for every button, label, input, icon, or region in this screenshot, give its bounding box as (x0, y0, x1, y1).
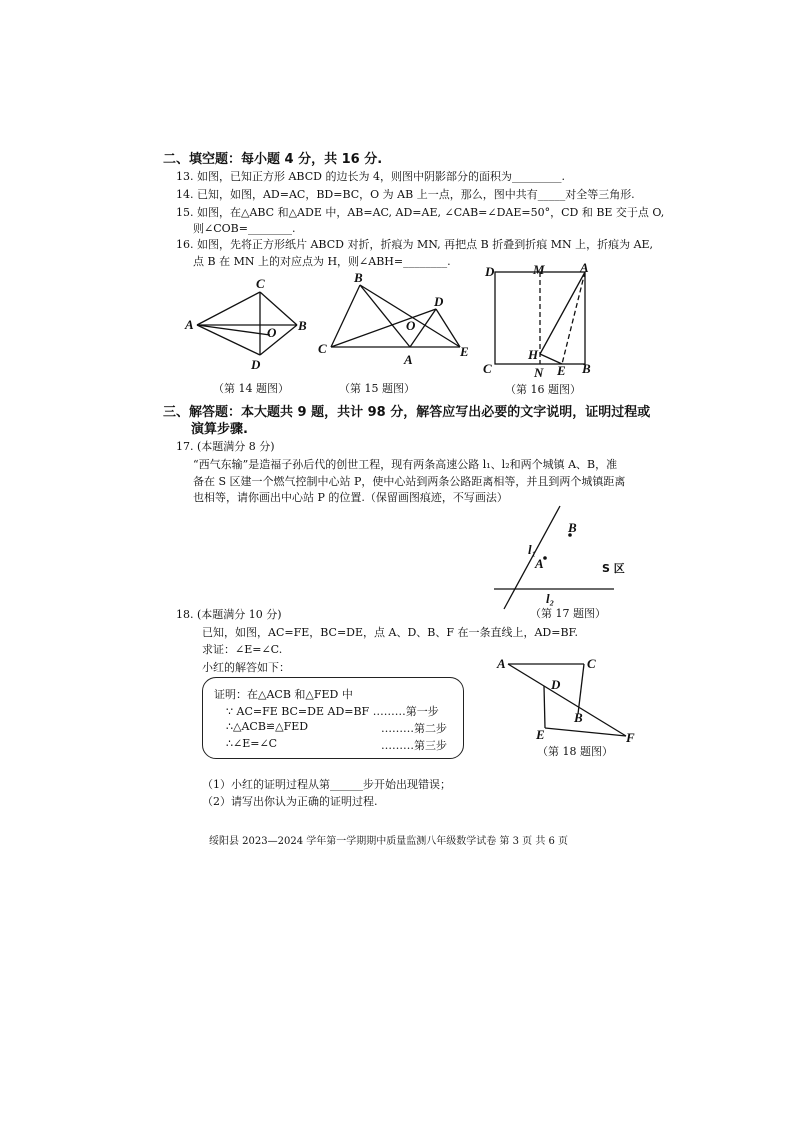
question-17-line3: 也相等，请你画出中心站 P 的位置.（保留画图痕迹，不写画法） (193, 491, 508, 504)
fig17-label-l1: l₁ (528, 542, 537, 557)
fig17-label-a: A (535, 556, 544, 571)
question-18-intro: 小红的解答如下： (202, 661, 290, 674)
fig18-label-f: F (626, 730, 635, 745)
question-13: 13. 如图，已知正方形 ABCD 的边长为 4，则图中阴影部分的面积为_________. (176, 170, 565, 183)
section3-title-line2: 演算步骤. (191, 422, 248, 437)
fig14-label-o: O (267, 325, 277, 340)
question-18-prove: 求证：∠E=∠C. (202, 643, 283, 656)
question-14: 14. 已知，如图，AD=AC，BD=BC，O 为 AB 上一点，那么，图中共有_____对全等三角形. (176, 188, 635, 201)
fig17-caption: （第 17 题图） (530, 607, 606, 620)
question-16-line2: 点 B 在 MN 上的对应点为 H，则∠ABH=________. (193, 255, 451, 268)
fig15-label-o: O (406, 318, 416, 333)
fig18-label-c: C (587, 656, 596, 671)
section2-title: 二、填空题：每小题 4 分，共 16 分. (163, 152, 383, 167)
figure-15 (318, 272, 478, 372)
question-18-sub2: （2）请写出你认为正确的证明过程. (202, 795, 378, 808)
fig18-label-a: A (497, 656, 506, 671)
fig17-label-s: S 区 (602, 562, 625, 575)
fig16-label-c: C (483, 361, 492, 376)
question-17-header: 17. (本题满分 8 分) (176, 440, 275, 453)
section3-title-line1: 三、解答题：本大题共 9 题，共计 98 分，解答应写出必要的文字说明，证明过程或 (163, 405, 651, 420)
fig16-label-a: A (580, 260, 589, 275)
proof-line3-step: ………第二步 (381, 722, 447, 735)
question-17-line2: 备在 S 区建一个燃气控制中心站 P，使中心站到两条公路距离相等，并且到两个城镇距离 (193, 475, 626, 488)
proof-line3: ∴△ACB≌△FED (226, 720, 309, 733)
fig15-label-d: D (434, 294, 444, 309)
proof-line4: ∴∠E=∠C (226, 737, 278, 750)
fig16-label-d: D (485, 264, 495, 279)
proof-line4-step: ………第三步 (381, 739, 447, 752)
proof-line1: 证明：在△ACB 和△FED 中 (214, 688, 353, 701)
question-18-given: 已知，如图，AC=FE，BC=DE，点 A、D、B、F 在一条直线上，AD=BF. (202, 626, 578, 639)
question-15-line1: 15. 如图，在△ABC 和△ADE 中，AB=AC, AD=AE, ∠CAB=∠DAE=50°，CD 和 BE 交于点 O, (176, 206, 665, 219)
fig17-label-l2: l₂ (546, 591, 555, 606)
fig16-label-h: H (528, 347, 539, 362)
fig16-label-e: E (557, 363, 566, 378)
fig14-label-c: C (256, 276, 265, 291)
fig15-label-b: B (354, 270, 363, 285)
fig15-label-e: E (460, 344, 469, 359)
fig15-label-c: C (318, 341, 327, 356)
fig14-label-b: B (298, 318, 307, 333)
fig16-label-n: N (534, 365, 544, 380)
question-15-line2: 则∠COB=________. (193, 222, 296, 235)
page-footer: 绥阳县 2023—2024 学年第一学期期中质量监测八年级数学试卷 第 3 页 共 6 页 (209, 836, 569, 847)
question-16-line1: 16. 如图，先将正方形纸片 ABCD 对折，折痕为 MN, 再把点 B 折叠到折痕 MN 上，折痕为 AE, (176, 238, 654, 251)
fig14-label-d: D (251, 357, 261, 372)
question-18-sub1: （1）小红的证明过程从第______步开始出现错误； (202, 778, 451, 791)
fig18-label-b: B (574, 710, 583, 725)
fig18-label-d: D (551, 677, 561, 692)
fig14-label-a: A (185, 317, 194, 332)
proof-line2: ∵ AC=FE BC=DE AD=BF ………第一步 (226, 705, 439, 718)
fig15-label-a: A (404, 352, 413, 367)
fig14-caption: （第 14 题图） (213, 382, 289, 395)
figure-18 (496, 652, 641, 745)
fig18-caption: （第 18 题图） (537, 745, 613, 758)
fig16-label-b: B (582, 361, 591, 376)
figure-16 (482, 262, 602, 382)
fig15-caption: （第 15 题图） (339, 382, 415, 395)
figure-17 (492, 506, 625, 611)
figure-14 (185, 276, 307, 375)
question-17-line1: “西气东输”是造福子孙后代的创世工程，现有两条高速公路 l₁、l₂和两个城镇 A、B，准 (193, 458, 618, 471)
fig16-label-m: M (533, 262, 545, 277)
fig18-label-e: E (536, 727, 545, 742)
question-18-header: 18. (本题满分 10 分) (176, 608, 282, 621)
fig16-caption: （第 16 题图） (505, 383, 581, 396)
fig17-label-b: B (568, 520, 577, 535)
